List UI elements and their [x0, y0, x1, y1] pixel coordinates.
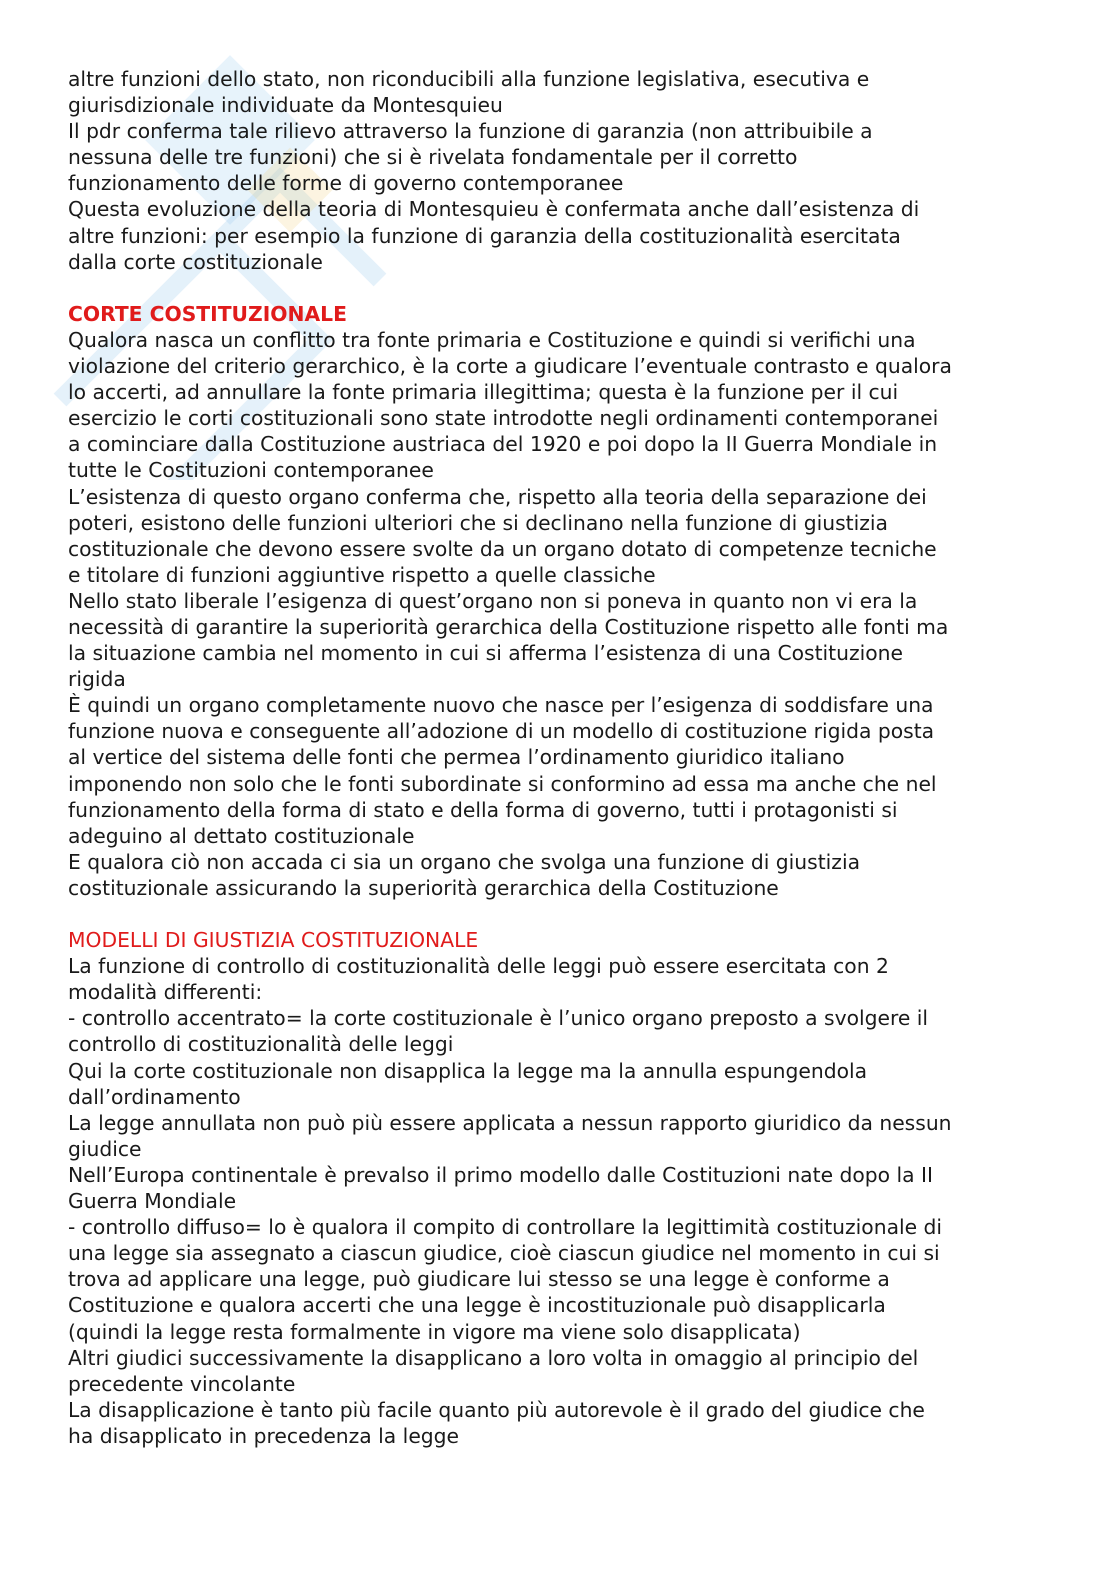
text-line: La disapplicazione è tanto più facile quanto più autorevole è il grado del giudice che [68, 1397, 925, 1422]
text-line: Il pdr conferma tale rilievo attraverso la funzione di garanzia (non attribuibile a [68, 119, 873, 144]
text-line: precedente vincolante [68, 1371, 296, 1396]
text-line: costituzionale che devono essere svolte da un organo dotato di competenze tecniche [68, 536, 937, 561]
text-line: necessità di garantire la superiorità gerarchica della Costituzione rispetto alle fonti ma [68, 614, 949, 639]
text-line: - controllo accentrato= la corte costituzionale è l’unico organo preposto a svolgere il [68, 1006, 929, 1031]
text-line: Questa evoluzione della teoria di Montesquieu è confermata anche dall’esistenza di [68, 197, 920, 222]
text-line: poteri, esistono delle funzioni ulteriori che si declinano nella funzione di giustizia [68, 510, 888, 535]
text-line: Nell’Europa continentale è prevalso il primo modello dalle Costituzioni nate dopo la II [68, 1162, 933, 1187]
text-line: nessuna delle tre funzioni) che si è rivelata fondamentale per il corretto [68, 145, 798, 170]
text-line: L’esistenza di questo organo conferma che, rispetto alla teoria della separazione dei [68, 484, 927, 509]
text-line: funzionamento delle forme di governo contemporanee [68, 171, 624, 196]
text-line: imponendo non solo che le fonti subordinate si conformino ad essa ma anche che nel [68, 771, 937, 796]
text-line: (quindi la legge resta formalmente in vigore ma viene solo disapplicata) [68, 1319, 801, 1344]
text-line: È quindi un organo completamente nuovo che nasce per l’esigenza di soddisfare una [68, 693, 934, 718]
text-line: Nello stato liberale l’esigenza di quest’organo non si poneva in quanto non vi era la [68, 588, 918, 613]
text-line: violazione del criterio gerarchico, è la corte a giudicare l’eventuale contrasto e qualora [68, 354, 952, 379]
document-page [68, 66, 1058, 1449]
text-line: E qualora ciò non accada ci sia un organo che svolga una funzione di giustizia [68, 849, 861, 874]
text-line: La funzione di controllo di costituzionalità delle leggi può essere esercitata con 2 [68, 954, 889, 979]
text-line: - controllo diffuso= lo è qualora il compito di controllare la legittimità costituzionale di [68, 1215, 943, 1240]
section-modelli-giustizia [68, 927, 1058, 1449]
text-line: ha disapplicato in precedenza la legge [68, 1423, 460, 1448]
text-line: Qualora nasca un conflitto tra fonte primaria e Costituzione e quindi si verifichi una [68, 327, 916, 352]
text-line: giudice [68, 1136, 142, 1161]
text-line: rigida [68, 667, 126, 692]
text-line: trova ad applicare una legge, può giudicare lui stesso se una legge è conforme a [68, 1267, 890, 1292]
text-line: Guerra Mondiale [68, 1189, 237, 1214]
text-line: Altri giudici successivamente la disapplicano a loro volta in omaggio al principio del [68, 1345, 919, 1370]
text-line: Costituzione e qualora accerti che una legge è incostituzionale può disapplicarla [68, 1293, 886, 1318]
text-line: esercizio le corti costituzionali sono state introdotte negli ordinamenti contemporanei [68, 406, 939, 431]
text-line: e titolare di funzioni aggiuntive rispetto a quelle classiche [68, 562, 656, 587]
text-line: funzionamento della forma di stato e della forma di governo, tutti i protagonisti si [68, 797, 898, 822]
text-line: dalla corte costituzionale [68, 249, 323, 274]
section-heading: CORTE COSTITUZIONALE [68, 301, 347, 326]
text-line: La legge annullata non può più essere applicata a nessun rapporto giuridico da nessun [68, 1110, 952, 1135]
text-line: costituzionale assicurando la superiorità gerarchica della Costituzione [68, 875, 779, 900]
text-line: al vertice del sistema delle fonti che permea l’ordinamento giuridico italiano [68, 745, 845, 770]
text-line: la situazione cambia nel momento in cui si afferma l’esistenza di una Costituzione [68, 641, 903, 666]
text-line: giurisdizionale individuate da Montesquieu [68, 93, 503, 118]
section-corte-costituzionale [68, 301, 1058, 901]
text-line: funzione nuova e conseguente all’adozione di un modello di costituzione rigida posta [68, 719, 935, 744]
text-line: dall’ordinamento [68, 1084, 241, 1109]
text-line: tutte le Costituzioni contemporanee [68, 458, 434, 483]
text-line: a cominciare dalla Costituzione austriaca del 1920 e poi dopo la II Guerra Mondiale in [68, 432, 938, 457]
text-line: altre funzioni dello stato, non riconducibili alla funzione legislativa, esecutiva e [68, 67, 870, 91]
intro-paragraph [68, 66, 1058, 275]
text-line: adeguino al dettato costituzionale [68, 823, 415, 848]
text-line: Qui la corte costituzionale non disapplica la legge ma la annulla espungendola [68, 1058, 868, 1083]
text-line: altre funzioni: per esempio la funzione di garanzia della costituzionalità esercitata [68, 223, 901, 248]
section-heading: MODELLI DI GIUSTIZIA COSTITUZIONALE [68, 928, 479, 953]
text-line: una legge sia assegnato a ciascun giudice, cioè ciascun giudice nel momento in cui si [68, 1241, 940, 1266]
text-line: lo accerti, ad annullare la fonte primaria illegittima; questa è la funzione per il cui [68, 380, 899, 405]
text-line: modalità differenti: [68, 980, 263, 1005]
text-line: controllo di costituzionalità delle leggi [68, 1032, 454, 1057]
